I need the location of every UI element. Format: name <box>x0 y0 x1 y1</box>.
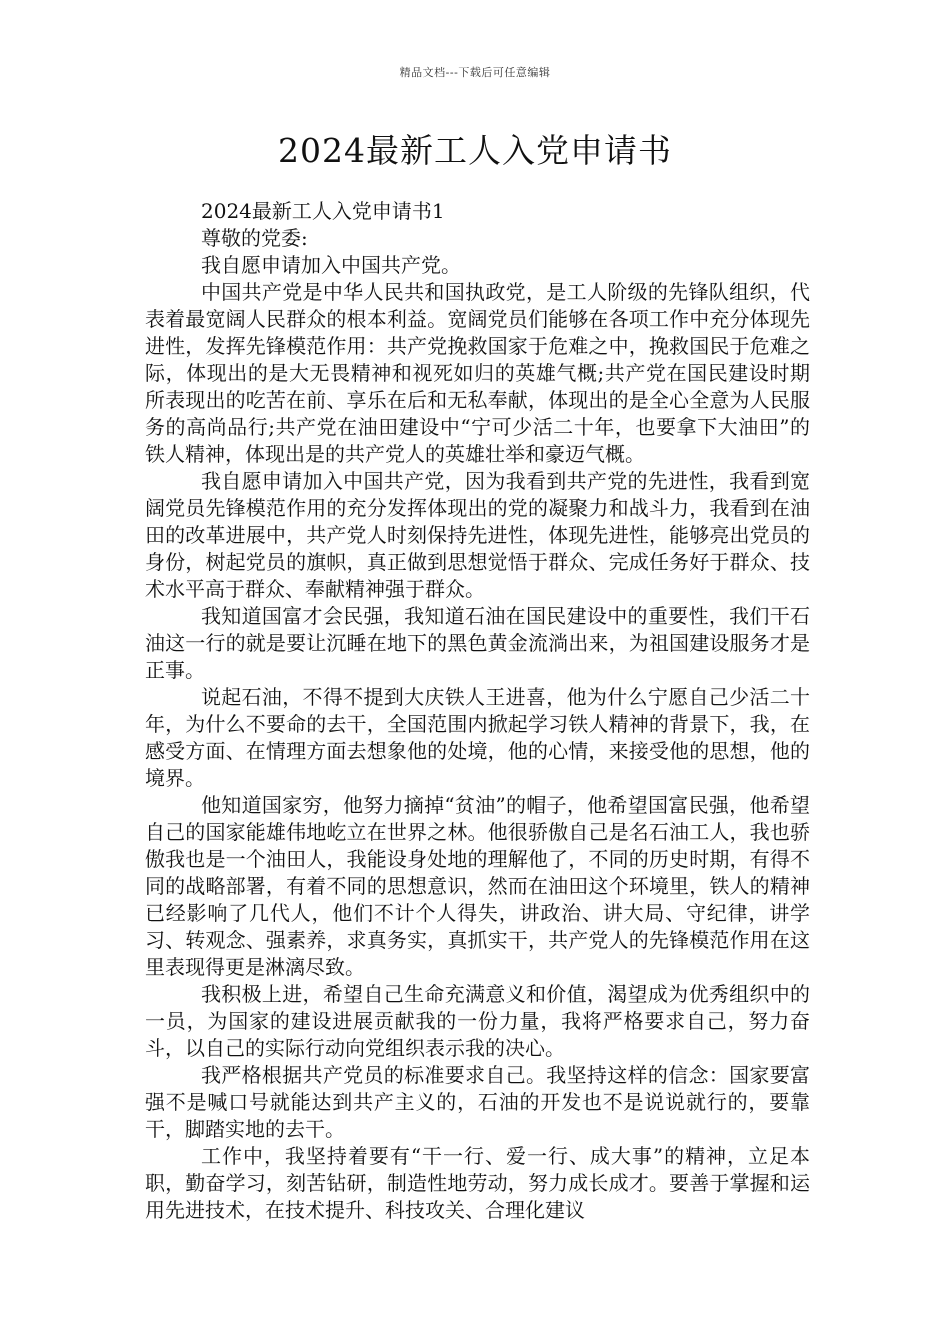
body-paragraph: 我积极上进，希望自己生命充满意义和价值，渴望成为优秀组织中的一员，为国家的建设进展贡献我的一份力量，我将严格要求自己，努力奋斗，以自己的实际行动向党组织表示我的决心。 <box>145 982 810 1060</box>
body-paragraph: 我严格根据共产党员的标准要求自己。我坚持这样的信念：国家要富强不是喊口号就能达到共产主义的，石油的开发也不是说说就行的，要靠干，脚踏实地的去干。 <box>145 1063 810 1141</box>
body-paragraph: 我知道国富才会民强，我知道石油在国民建设中的重要性，我们干石油这一行的就是要让沉睡在地下的黑色黄金流淌出来，为祖国建设服务才是正事。 <box>145 604 810 682</box>
body-paragraph: 他知道国家穷，他努力摘掉“贫油”的帽子，他希望国富民强，他希望自己的国家能雄伟地屹立在世界之林。他很骄傲自己是名石油工人，我也骄傲我也是一个油田人，我能设身处地的理解他了，不同的历史时期，有得不同的战略部署，有着不同的思想意识，然而在油田这个环境里，铁人的精神已经影响了几代人，他们不计个人得失，讲政治、讲大局、守纪律，讲学习、转观念、强素养，求真务实，真抓实干，共产党人的先锋模范作用在这里表现得更是淋漓尽致。 <box>145 793 810 979</box>
body-paragraph: 中国共产党是中华人民共和国执政党，是工人阶级的先锋队组织，代表着最宽阔人民群众的根本利益。宽阔党员们能够在各项工作中充分体现先进性，发挥先锋模范作用：共产党挽救国家于危难之中，挽救国民于危难之际，体现出的是大无畏精神和视死如归的英雄气概;共产党在国民建设时期所表现出的吃苦在前、享乐在后和无私奉献，体现出的是全心全意为人民服务的高尚品行;共产党在油田建设中“宁可少活二十年，也要拿下大油田”的铁人精神，体现出是的共产党人的英雄壮举和豪迈气概。 <box>145 280 810 466</box>
salutation-paragraph: 尊敬的党委: <box>201 226 308 250</box>
subtitle-paragraph: 2024最新工人入党申请书1 <box>201 199 445 223</box>
body-paragraph: 工作中，我坚持着要有“干一行、爱一行、成大事”的精神，立足本职，勤奋学习，刻苦钻研，制造性地劳动，努力成长成才。要善于掌握和运用先进技术，在技术提升、科技攻关、合理化建议 <box>145 1144 810 1222</box>
body-paragraph: 我自愿申请加入中国共产党。 <box>201 253 461 277</box>
document-body <box>145 198 810 1224</box>
body-paragraph: 我自愿申请加入中国共产党，因为我看到共产党的先进性，我看到宽阔党员先锋模范作用的充分发挥体现出的党的凝聚力和战斗力，我看到在油田的改革进展中，共产党人时刻保持先进性，体现先进性，能够亮出党员的身份，树起党员的旗帜，真正做到思想觉悟于群众、完成任务好于群众、技术水平高于群众、奉献精神强于群众。 <box>145 469 810 601</box>
page-header-note: 精品文档---下载后可任意编辑 <box>399 66 551 79</box>
document-title: 2024最新工人入党申请书 <box>278 131 672 170</box>
body-paragraph: 说起石油，不得不提到大庆铁人王进喜，他为什么宁愿自己少活二十年，为什么不要命的去干，全国范围内掀起学习铁人精神的背景下，我，在感受方面、在情理方面去想象他的处境，他的心情，来接受他的思想，他的境界。 <box>145 685 810 790</box>
